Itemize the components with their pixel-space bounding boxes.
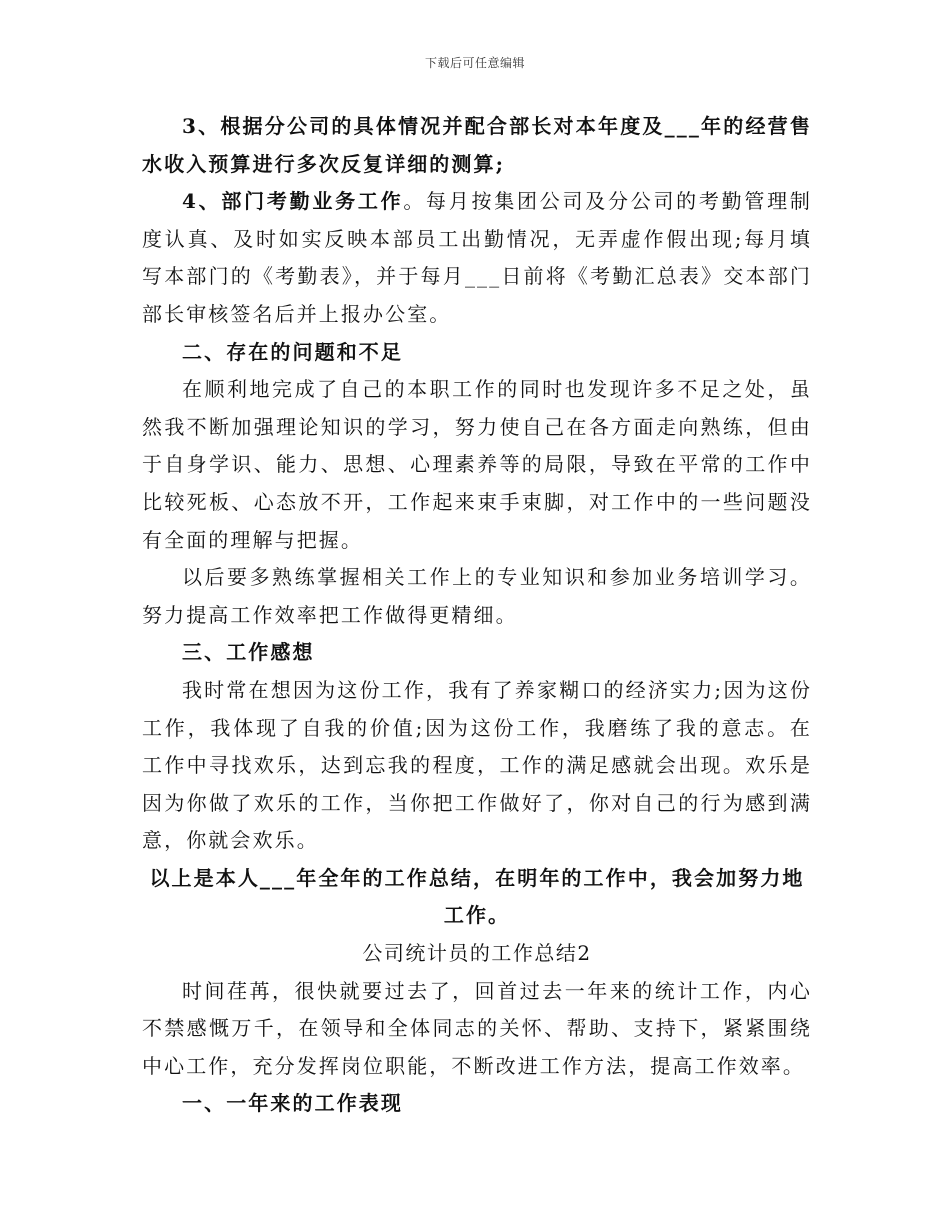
paragraph-attendance bbox=[142, 183, 812, 333]
document-title-2: 公司统计员的工作总结2 bbox=[362, 941, 592, 966]
attendance-lead: 4、部门考勤业务工作 bbox=[182, 189, 404, 214]
page-header-note: 下载后可任意编辑 bbox=[424, 56, 525, 70]
paragraph-improvement: 以后要多熟练掌握相关工作上的专业知识和参加业务培训学习。努力提高工作效率把工作做得更精细。 bbox=[142, 565, 812, 627]
document-body bbox=[142, 108, 812, 1123]
paragraph-budget: 3、根据分公司的具体情况并配合部长对本年度及___年的经营售水收入预算进行多次反复详细的测算; bbox=[142, 114, 812, 176]
attendance-rest: 。每月按集团公司及分公司的考勤管理制度认真、及时如实反映本部员工出勤情况，无弄虚作假出现;每月填写本部门的《考勤表》，并于每月___日前将《考勤汇总表》交本部门部长审核签名后并上报办公室。 bbox=[142, 189, 812, 326]
closing-statement: 以上是本人___年全年的工作总结，在明年的工作中，我会加努力地工作。 bbox=[149, 865, 805, 928]
section-heading-performance: 一、一年来的工作表现 bbox=[182, 1091, 403, 1116]
section-heading-thoughts: 三、工作感想 bbox=[182, 640, 315, 665]
paragraph-problems: 在顺利地完成了自己的本职工作的同时也发现许多不足之处，虽然我不断加强理论知识的学习，努力使自己在各方面走向熟练，但由于自身学识、能力、思想、心理素养等的局限，导致在平常的工作中比较死板、心态放不开，工作起来束手束脚，对工作中的一些问题没有全面的理解与把握。 bbox=[142, 377, 812, 552]
paragraph-thoughts: 我时常在想因为这份工作，我有了养家糊口的经济实力;因为这份工作，我体现了自我的价值;因为这份工作，我磨练了我的意志。在工作中寻找欢乐，达到忘我的程度，工作的满足感就会出现。欢乐是因为你做了欢乐的工作，当你把工作做好了，你对自己的行为感到满意，你就会欢乐。 bbox=[142, 677, 812, 853]
paragraph-intro-2: 时间荏苒，很快就要过去了，回首过去一年来的统计工作，内心不禁感慨万千，在领导和全体同志的关怀、帮助、支持下，紧紧围绕中心工作，充分发挥岗位职能，不断改进工作方法，提高工作效率。 bbox=[142, 978, 812, 1078]
section-heading-problems: 二、存在的问题和不足 bbox=[182, 339, 403, 364]
